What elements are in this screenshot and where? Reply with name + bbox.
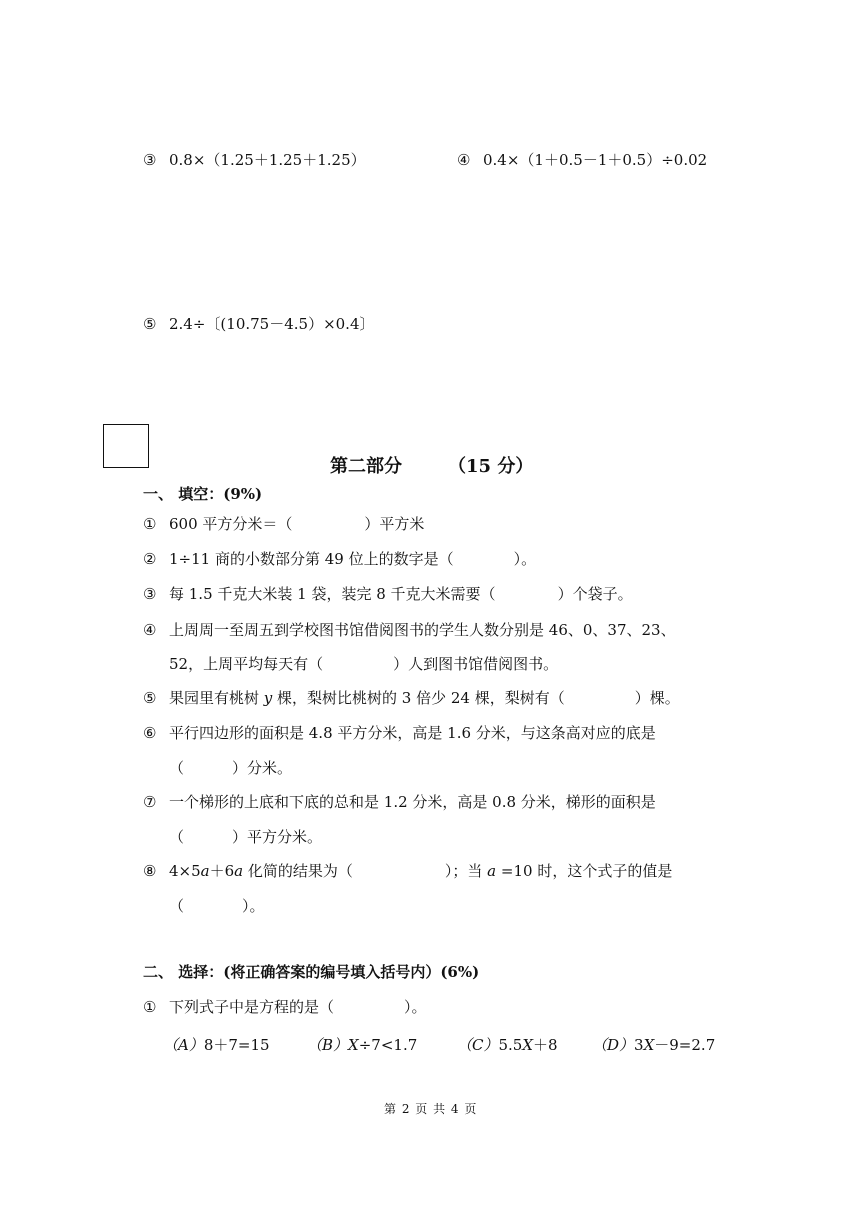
item-number: ① (143, 998, 157, 1016)
question-text: 每 1.5 千克大米装 1 袋，装完 8 千克大米需要（ (169, 585, 496, 603)
question-text: （ (169, 828, 185, 846)
fill-item-1 (143, 514, 424, 534)
expression: 0.8×（1.25＋1.25＋1.25） (169, 151, 366, 169)
option-text: 8＋7=15 (203, 1036, 270, 1054)
question-text: ）人到图书馆借阅图书。 (393, 655, 559, 673)
choice-heading: 二、 选择：(将正确答案的编号填入括号内）(6%) (143, 963, 480, 981)
question-text: 52，上周平均每天有（ (169, 655, 324, 673)
fill-item-7 (143, 792, 656, 812)
option-label: （A） (163, 1036, 204, 1054)
item-number: ⑤ (143, 315, 157, 333)
question-text: ）。 (513, 550, 537, 568)
option-text: 3 (634, 1036, 644, 1054)
calc-item-3 (143, 150, 366, 170)
option-d[interactable] (592, 1035, 715, 1055)
question-text: 下列式子中是方程的是（ (169, 998, 335, 1016)
question-text: =10 时，这个式子的值是 (496, 862, 673, 880)
calc-item-4 (457, 150, 707, 170)
question-text: ）。 (404, 998, 427, 1016)
question-text: ）棵。 (634, 689, 680, 707)
variable: y (263, 689, 273, 707)
option-label: （C） (457, 1036, 499, 1054)
option-text: ÷7<1.7 (358, 1036, 418, 1054)
question-text: （ (169, 897, 185, 915)
option-c[interactable] (457, 1035, 558, 1055)
variable: X (643, 1036, 655, 1054)
fill-item-6 (143, 723, 656, 743)
score-box (103, 424, 149, 468)
item-number: ④ (457, 151, 471, 169)
question-text: 1÷11 商的小数部分第 49 位上的数字是（ (169, 550, 454, 568)
expression: 0.4×（1＋0.5－1＋0.5）÷0.02 (483, 151, 708, 169)
fill-item-8 (143, 861, 672, 881)
question-text: ＋6 (209, 862, 235, 880)
question-text: ）个袋子。 (557, 585, 633, 603)
question-text: （ (169, 759, 185, 777)
fill-item-4-cont (169, 654, 558, 674)
question-text: 600 平方分米＝（ (169, 515, 293, 533)
question-text: 4×5 (169, 862, 201, 880)
item-number: ⑥ (143, 724, 157, 742)
question-text: ）平方分米。 (232, 828, 323, 846)
question-text: 一个梯形的上底和下底的总和是 1.2 分米，高是 0.8 分米，梯形的面积是 (169, 793, 656, 811)
question-text: 棵，梨树比桃树的 3 倍少 24 棵，梨树有（ (272, 689, 565, 707)
variable: a (487, 862, 497, 880)
option-text: ＋8 (533, 1036, 558, 1054)
part-score: （15 分） (448, 456, 534, 477)
fill-item-4 (143, 620, 676, 640)
question-text: 化简的结果为（ (243, 862, 353, 880)
question-text: ）平方米 (364, 515, 425, 533)
variable: a (234, 862, 244, 880)
variable: a (200, 862, 210, 880)
fill-item-6-cont (169, 758, 292, 778)
item-number: ② (143, 550, 157, 568)
item-number: ④ (143, 621, 157, 639)
calc-item-5 (143, 314, 375, 334)
question-text: 果园里有桃树 (169, 689, 264, 707)
expression: 2.4÷〔(10.75－4.5）×0.4〕 (169, 315, 375, 333)
fill-item-2 (143, 549, 536, 569)
fill-item-5 (143, 688, 680, 708)
option-label: （D） (592, 1036, 635, 1054)
part-title (330, 452, 533, 478)
item-number: ⑤ (143, 689, 157, 707)
question-text: 上周周一至周五到学校图书馆借阅图书的学生人数分别是 46、0、37、23、 (169, 621, 676, 639)
page-footer: 第 2 页 共 4 页 (384, 1102, 478, 1116)
option-label: （B） (307, 1036, 349, 1054)
part-title-text: 第二部分 (330, 456, 402, 477)
variable: X (522, 1036, 534, 1054)
question-text: ）；当 (444, 862, 488, 880)
fill-item-3 (143, 584, 633, 604)
item-number: ⑧ (143, 862, 157, 880)
fill-item-7-cont (169, 827, 322, 847)
option-b[interactable] (307, 1035, 417, 1055)
item-number: ① (143, 515, 157, 533)
option-text: －9=2.7 (654, 1036, 716, 1054)
fill-heading: 一、 填空：(9%) (143, 485, 263, 503)
question-text: ）分米。 (232, 759, 293, 777)
item-number: ③ (143, 151, 157, 169)
option-text: 5.5 (498, 1036, 523, 1054)
option-a[interactable] (163, 1035, 270, 1055)
choice-item-1 (143, 997, 427, 1017)
question-text: 平行四边形的面积是 4.8 平方分米，高是 1.6 分米，与这条高对应的底是 (169, 724, 656, 742)
item-number: ⑦ (143, 793, 157, 811)
fill-item-8-cont (169, 896, 265, 916)
variable: X (348, 1036, 359, 1054)
question-text: ）。 (242, 897, 265, 915)
item-number: ③ (143, 585, 157, 603)
